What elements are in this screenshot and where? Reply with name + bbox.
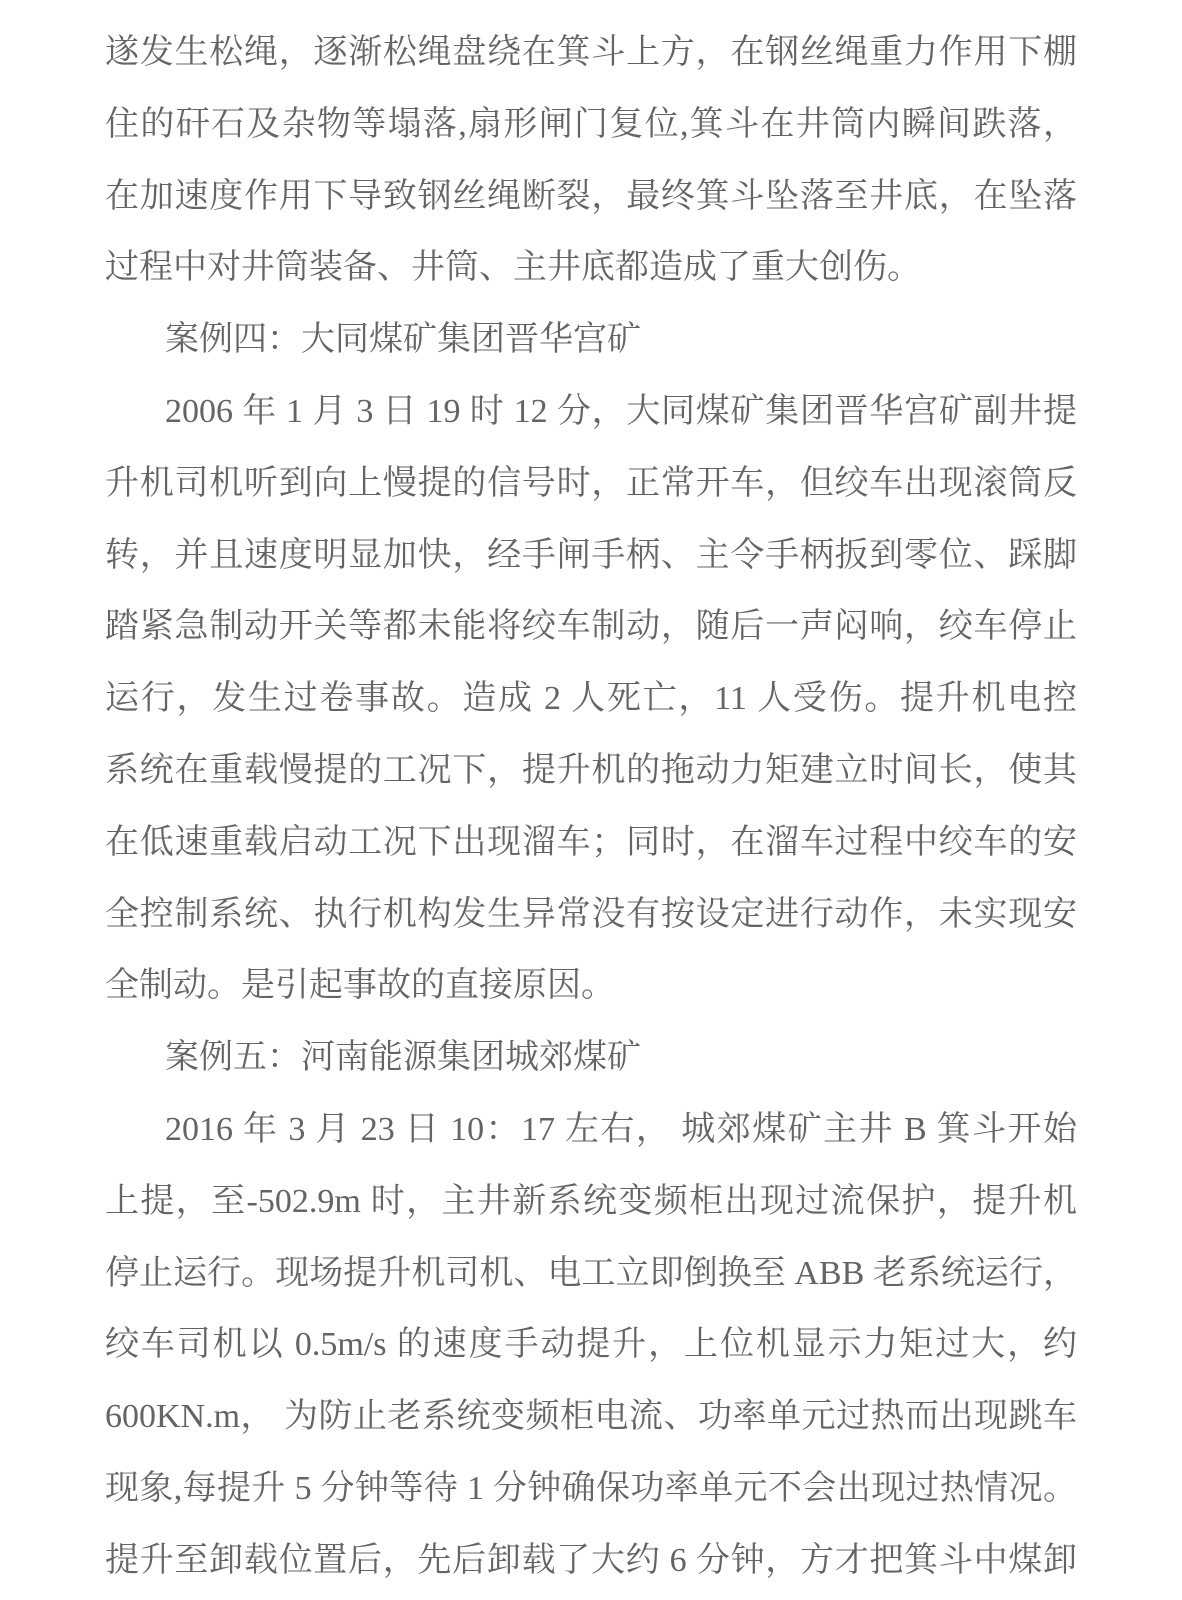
text-line: 全制动。是引起事故的直接原因。 bbox=[105, 967, 615, 1005]
text-line: 遂发生松绳，逐渐松绳盘绕在箕斗上方，在钢丝绳重力作用下棚 bbox=[105, 34, 1077, 71]
text-line: 过程中对井筒装备、井筒、主井底都造成了重大创伤。 bbox=[105, 249, 921, 287]
text-line: 运行，发生过卷事故。造成 2 人死亡，11 人受伤。提升机电控 bbox=[105, 680, 1077, 718]
text-line: 全控制系统、执行机构发生异常没有按设定进行动作，未实现安 bbox=[105, 895, 1077, 933]
text-line: 绞车司机以 0.5m/s 的速度手动提升，上位机显示力矩过大，约 bbox=[105, 1326, 1077, 1364]
text-line: 转，并且速度明显加快，经手闸手柄、主令手柄扳到零位、踩脚 bbox=[105, 536, 1077, 574]
text-line: 上提，至-502.9m 时，主井新系统变频柜出现过流保护，提升机 bbox=[105, 1182, 1077, 1220]
text-line: 600KN.m， 为防止老系统变频柜电流、功率单元过热而出现跳车 bbox=[105, 1398, 1077, 1436]
text-line: 现象,每提升 5 分钟等待 1 分钟确保功率单元不会出现过热情况。 bbox=[105, 1469, 1077, 1507]
text-line: 停止运行。现场提升机司机、电工立即倒换至 ABB 老系统运行， bbox=[105, 1254, 1077, 1292]
text-line: 踏紧急制动开关等都未能将绞车制动，随后一声闷响，绞车停止 bbox=[105, 608, 1077, 646]
text-line: 住的矸石及杂物等塌落,扇形闸门复位,箕斗在井筒内瞬间跌落， bbox=[105, 105, 1077, 143]
text-line: 案例五：河南能源集团城郊煤矿 bbox=[165, 1039, 641, 1077]
text-line: 在低速重载启动工况下出现溜车；同时，在溜车过程中绞车的安 bbox=[105, 823, 1077, 861]
text-line: 在加速度作用下导致钢丝绳断裂，最终箕斗坠落至井底，在坠落 bbox=[105, 177, 1077, 215]
text-line: 提升至卸载位置后，先后卸载了大约 6 分钟，方才把箕斗中煤卸 bbox=[105, 1541, 1077, 1579]
text-line: 2016 年 3 月 23 日 10：17 左右， 城郊煤矿主井 B 箕斗开始 bbox=[165, 1110, 1077, 1148]
text-line: 系统在重载慢提的工况下，提升机的拖动力矩建立时间长，使其 bbox=[105, 751, 1077, 789]
text-line: 案例四：大同煤矿集团晋华宫矿 bbox=[165, 321, 641, 359]
text-line: 2006 年 1 月 3 日 19 时 12 分，大同煤矿集团晋华宫矿副井提 bbox=[165, 392, 1077, 430]
text-line: 升机司机听到向上慢提的信号时，正常开车，但绞车出现滚筒反 bbox=[105, 464, 1077, 502]
